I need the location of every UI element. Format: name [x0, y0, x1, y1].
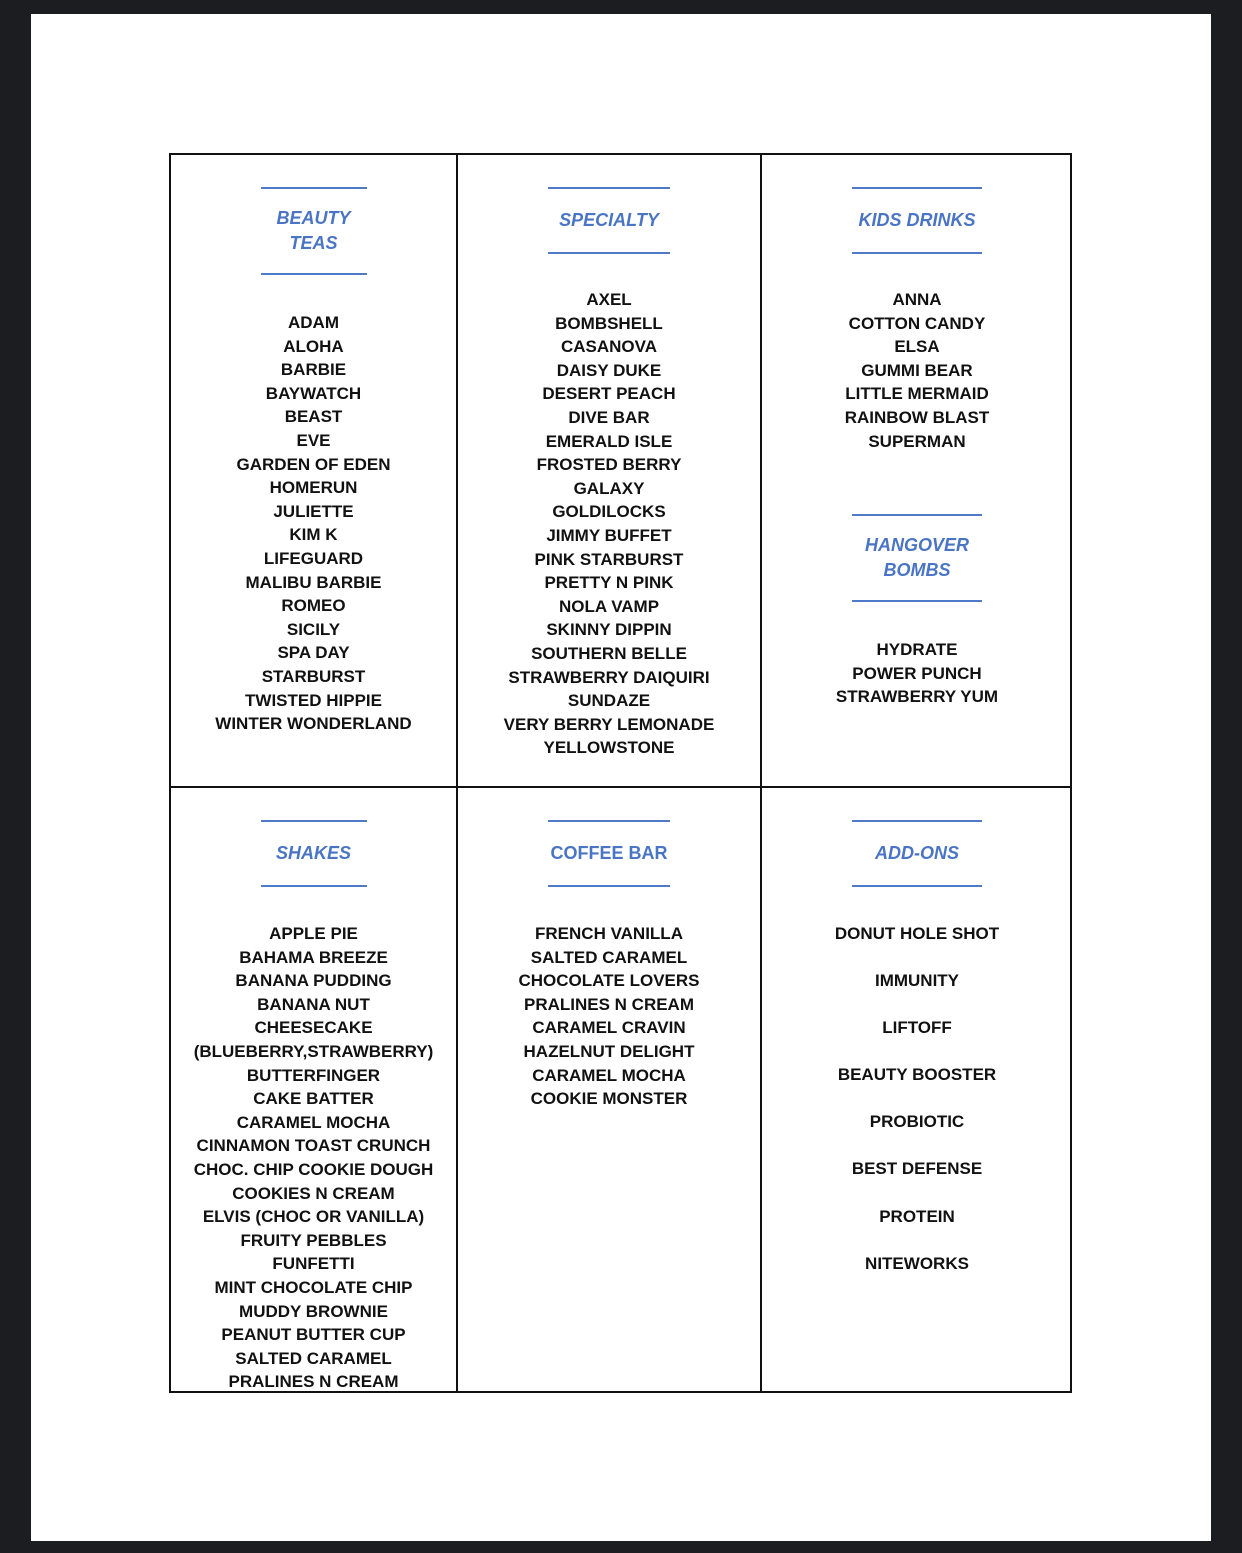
menu-item: CHOC. CHIP COOKIE DOUGH [193, 1159, 434, 1179]
heading-line: TEAS [289, 233, 338, 253]
menu-item: BEAUTY BOOSTER [837, 1065, 997, 1085]
menu-item: BAYWATCH [265, 383, 362, 403]
menu-item: CARAMEL MOCHA [532, 1065, 686, 1085]
menu-item: BOMBSHELL [555, 313, 663, 333]
menu-item: NITEWORKS [865, 1253, 969, 1273]
menu-item: MALIBU BARBIE [245, 572, 382, 592]
item-list [458, 288, 760, 760]
menu-item: CINNAMON TOAST CRUNCH [196, 1136, 431, 1156]
menu-item: TWISTED HIPPIE [245, 690, 382, 710]
menu-item: COOKIE MONSTER [530, 1089, 688, 1109]
menu-item: IMMUNITY [874, 971, 960, 991]
menu-item: ELSA [894, 337, 940, 357]
menu-item: CHOCOLATE LOVERS [518, 971, 700, 991]
menu-item: ELVIS (CHOC OR VANILLA) [202, 1207, 425, 1227]
menu-item: CARAMEL CRAVIN [532, 1018, 686, 1038]
menu-item: SUPERMAN [868, 431, 966, 451]
menu-item: FRUITY PEBBLES [240, 1230, 387, 1250]
menu-item: PROBIOTIC [869, 1112, 965, 1132]
section-heading: ADD-ONS [875, 843, 959, 863]
item-list [171, 311, 456, 736]
menu-item: SALTED CARAMEL [235, 1348, 392, 1368]
section-kids-drinks [762, 187, 1072, 453]
menu-item: SOUTHERN BELLE [531, 643, 687, 663]
menu-item: GOLDILOCKS [552, 502, 666, 522]
menu-item: JIMMY BUFFET [546, 525, 672, 545]
menu-item: KIM K [289, 525, 338, 545]
item-list [762, 910, 1072, 1287]
menu-item: FRENCH VANILLA [535, 924, 683, 943]
menu-item: POWER PUNCH [852, 663, 982, 683]
menu-item: YELLOWSTONE [543, 738, 675, 758]
menu-item: APPLE PIE [269, 924, 358, 943]
menu-item: STARBURST [261, 666, 366, 686]
menu-item: MINT CHOCOLATE CHIP [214, 1277, 413, 1297]
section-heading: SHAKES [275, 843, 351, 863]
menu-item: EMERALD ISLE [545, 431, 673, 451]
menu-item: VERY BERRY LEMONADE [503, 714, 715, 734]
section-heading [171, 206, 456, 256]
menu-item: FROSTED BERRY [536, 455, 682, 475]
section-shakes [171, 820, 456, 1394]
section-heading: COFFEE BAR [550, 843, 668, 863]
menu-item: CASANOVA [560, 337, 658, 357]
section-add-ons [762, 820, 1072, 1287]
menu-item: GARDEN OF EDEN [236, 454, 391, 474]
menu-item: WINTER WONDERLAND [215, 714, 412, 734]
menu-item: PROTEIN [879, 1206, 955, 1226]
item-list [762, 288, 1072, 453]
menu-item: BANANA NUT [257, 994, 370, 1014]
menu-item: PRALINES N CREAM [228, 1372, 399, 1392]
menu-item: EVE [296, 430, 331, 450]
menu-item: DAISY DUKE [556, 360, 662, 380]
menu-item: PRALINES N CREAM [523, 994, 694, 1014]
menu-item: HOMERUN [269, 478, 358, 498]
menu-item: STRAWBERRY YUM [835, 687, 999, 707]
menu-item: SKINNY DIPPIN [546, 620, 672, 640]
menu-item: BEST DEFENSE [851, 1159, 983, 1179]
document-page [31, 14, 1211, 1541]
section-beauty-teas [171, 187, 456, 736]
menu-item: LIFEGUARD [263, 548, 364, 568]
menu-item: ANNA [892, 290, 942, 309]
menu-item: ALOHA [283, 336, 344, 356]
menu-item: (BLUEBERRY,STRAWBERRY) [193, 1041, 434, 1061]
menu-item: PEANUT BUTTER CUP [221, 1325, 406, 1345]
menu-item: GALAXY [573, 478, 645, 498]
section-hangover-bombs [762, 514, 1072, 709]
menu-item: DIVE BAR [568, 407, 650, 427]
heading-line: HANGOVER [864, 535, 969, 555]
menu-item: DESERT PEACH [542, 384, 676, 404]
section-heading: SPECIALTY [559, 210, 659, 230]
menu-item: STRAWBERRY DAIQUIRI [508, 667, 710, 687]
menu-item: DONUT HOLE SHOT [834, 924, 1000, 943]
menu-item: PINK STARBURST [534, 549, 684, 569]
menu-item: ADAM [288, 313, 339, 332]
menu-item: BUTTERFINGER [246, 1065, 381, 1085]
menu-item: BAHAMA BREEZE [239, 947, 388, 967]
menu-table [169, 153, 1072, 1393]
menu-item: HAZELNUT DELIGHT [523, 1041, 695, 1061]
menu-item: AXEL [586, 290, 632, 309]
menu-item: PRETTY N PINK [544, 573, 674, 593]
menu-item: JULIETTE [273, 501, 354, 521]
menu-item: ROMEO [281, 596, 346, 616]
menu-item: NOLA VAMP [558, 596, 660, 616]
section-coffee-bar [458, 820, 760, 1111]
menu-item: CAKE BATTER [253, 1089, 374, 1109]
menu-item: SUNDAZE [567, 691, 651, 711]
menu-item: COOKIES N CREAM [232, 1183, 395, 1203]
section-heading [762, 533, 1072, 583]
menu-item: SPA DAY [277, 643, 350, 663]
menu-item: CARAMEL MOCHA [236, 1112, 391, 1132]
menu-item: MUDDY BROWNIE [239, 1301, 388, 1321]
menu-item: BARBIE [280, 360, 347, 380]
menu-item: GUMMI BEAR [861, 360, 973, 380]
menu-item: SALTED CARAMEL [530, 947, 688, 967]
menu-item: LITTLE MERMAID [845, 384, 989, 404]
menu-item: BEAST [284, 407, 343, 427]
item-list [762, 638, 1072, 709]
menu-item: RAINBOW BLAST [844, 407, 990, 427]
row-divider [171, 786, 1070, 788]
section-heading: KIDS DRINKS [858, 210, 976, 230]
item-list [171, 922, 456, 1394]
menu-item: CHEESECAKE [254, 1018, 373, 1038]
menu-item: HYDRATE [876, 640, 958, 659]
menu-item: FUNFETTI [272, 1254, 355, 1274]
menu-item: SICILY [286, 619, 341, 639]
heading-line: BOMBS [883, 560, 951, 580]
section-specialty [458, 187, 760, 760]
heading-line: BEAUTY [276, 208, 351, 228]
menu-item: COTTON CANDY [848, 313, 986, 333]
item-list [458, 922, 760, 1111]
menu-item: LIFTOFF [882, 1018, 952, 1038]
menu-item: BANANA PUDDING [235, 971, 392, 991]
